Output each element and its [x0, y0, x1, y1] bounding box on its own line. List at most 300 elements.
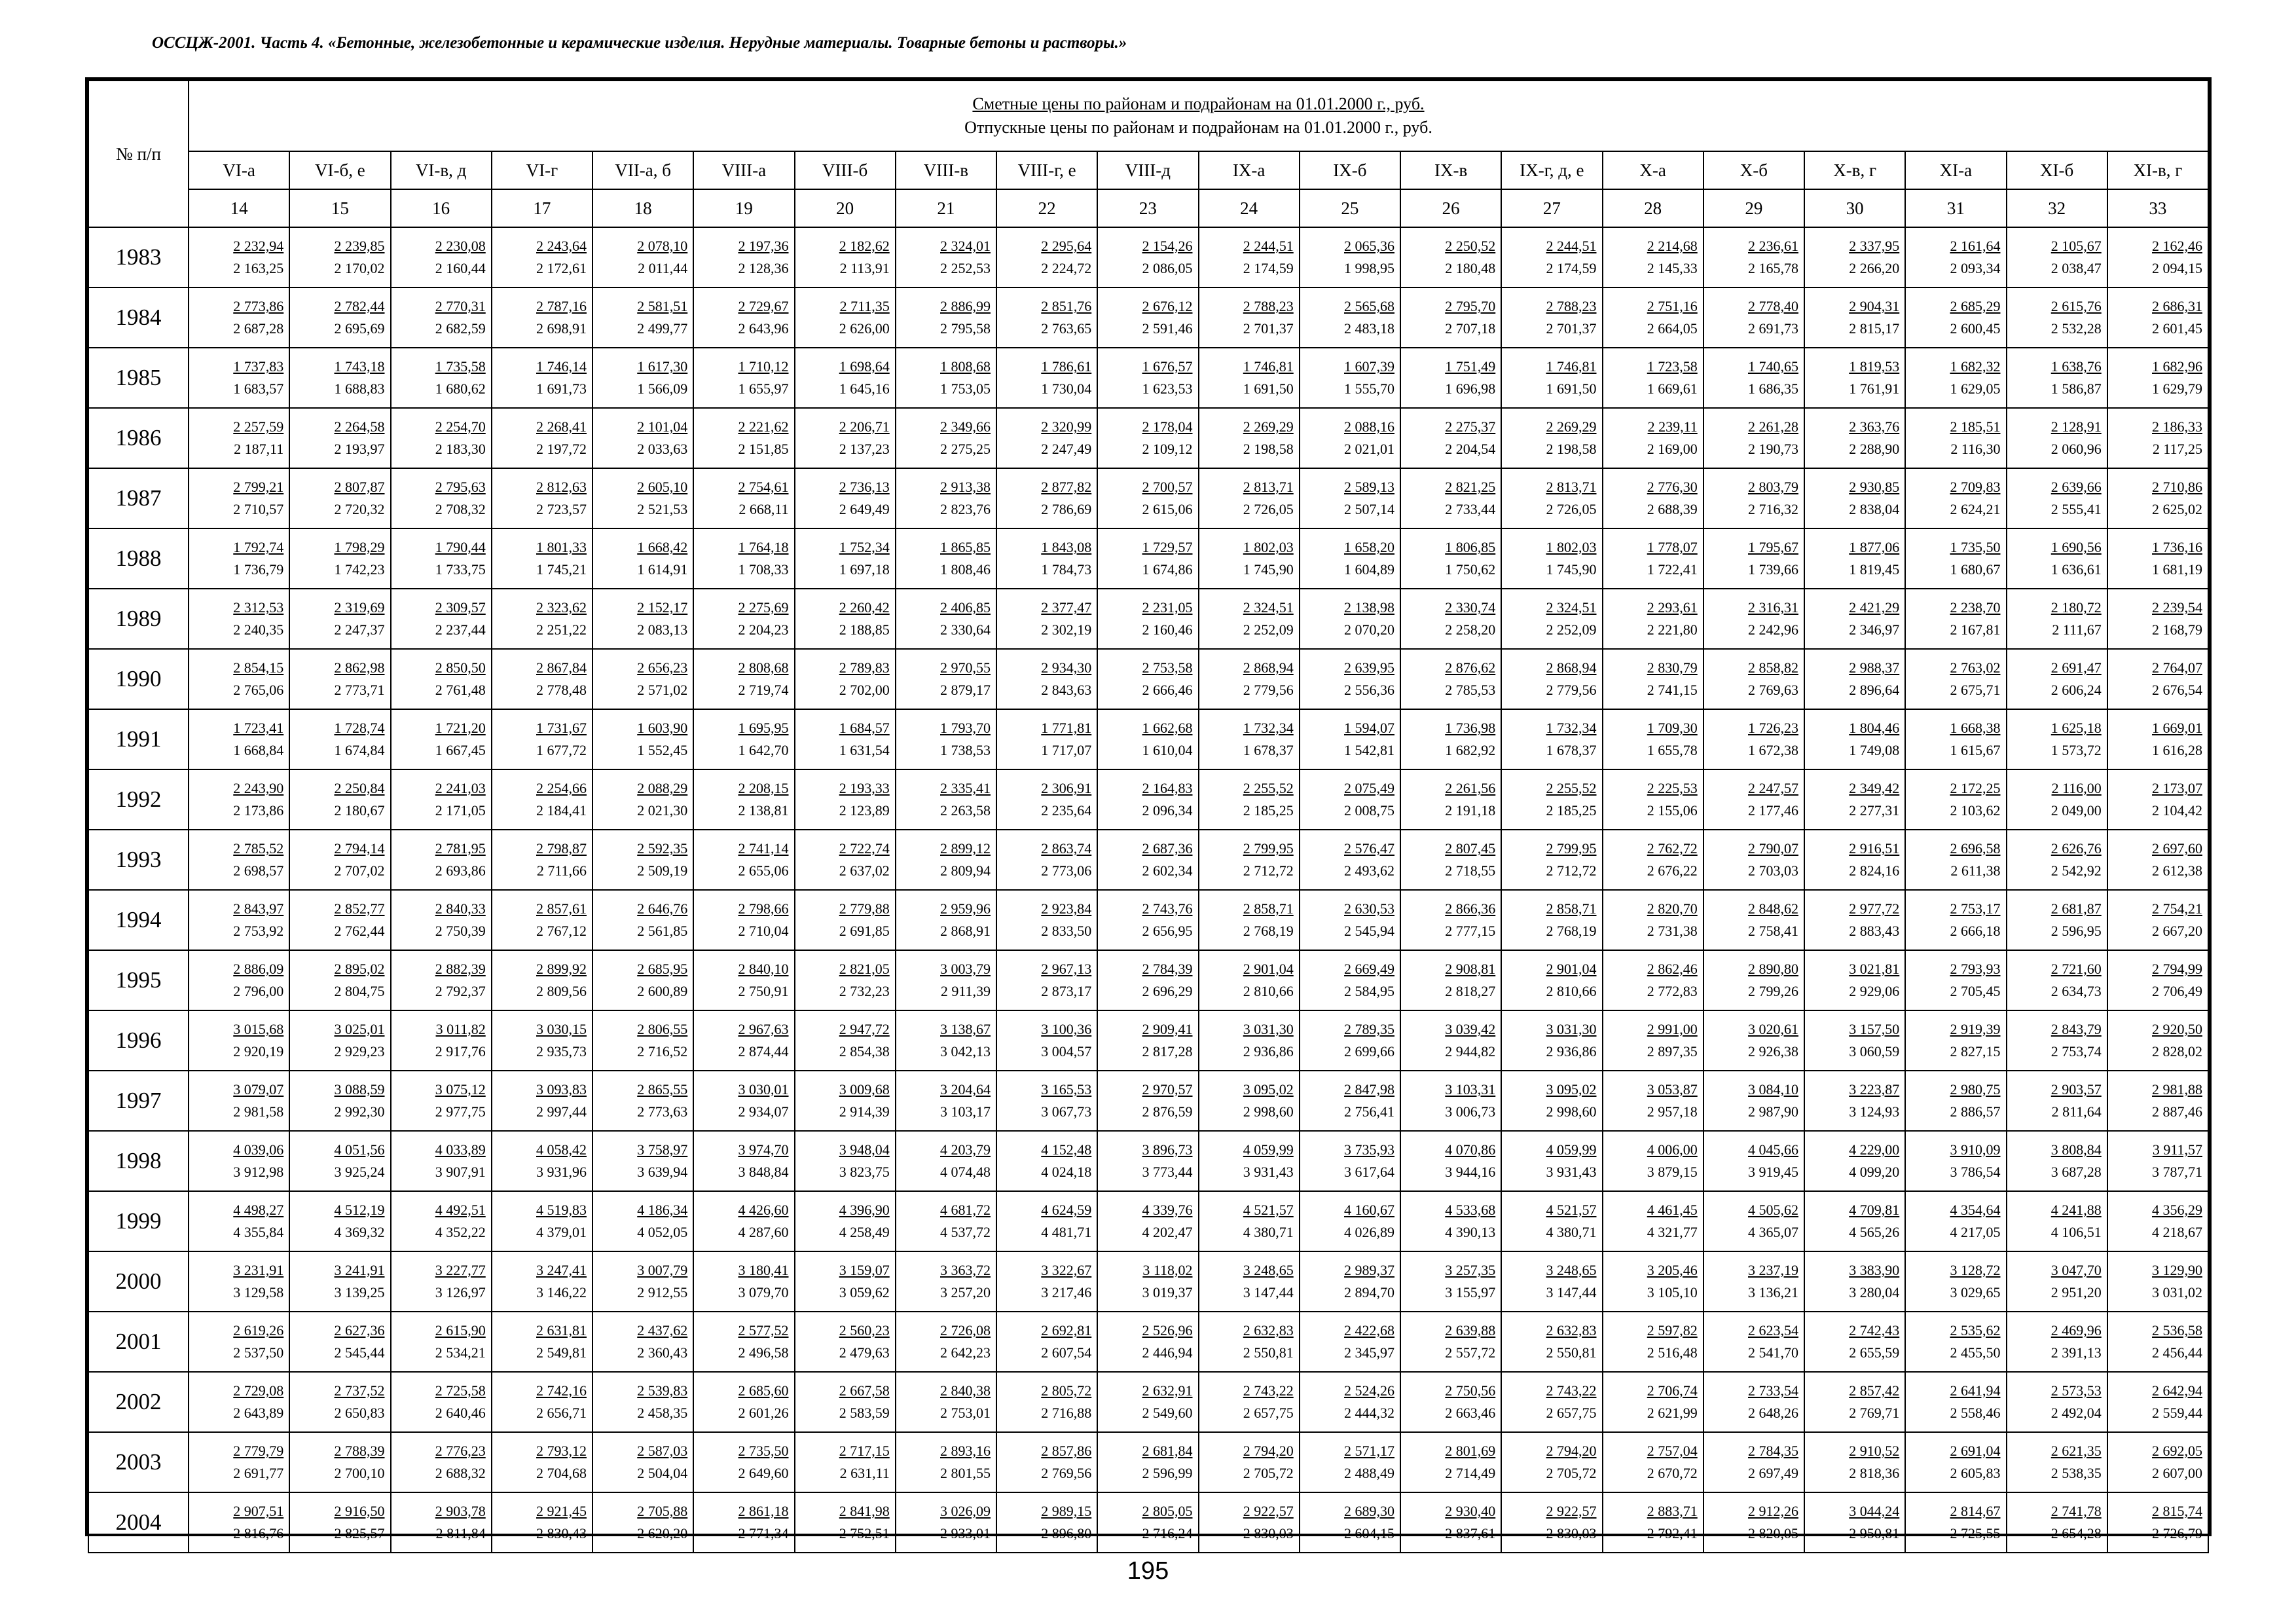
price-cell — [896, 589, 996, 649]
price-cell — [693, 468, 794, 528]
price-cell — [896, 830, 996, 890]
release-price: 1 573,72 — [2050, 742, 2102, 758]
estimate-price: 2 247,57 — [1748, 780, 1798, 796]
release-price: 2 542,92 — [2050, 862, 2102, 879]
price-cell — [2007, 1191, 2107, 1251]
price-cell — [189, 528, 289, 589]
estimate-price: 2 592,35 — [637, 840, 688, 857]
release-price: 2 605,83 — [1950, 1465, 2001, 1481]
release-price: 3 907,91 — [435, 1164, 486, 1180]
release-price: 3 931,96 — [536, 1164, 587, 1180]
release-price: 1 674,84 — [334, 742, 385, 758]
release-price: 2 247,37 — [334, 621, 385, 638]
price-cell — [1603, 769, 1704, 830]
estimate-price: 2 239,54 — [2152, 599, 2202, 616]
price-cell — [2007, 1251, 2107, 1312]
estimate-price: 2 807,45 — [1445, 840, 1496, 857]
estimate-price: 2 741,78 — [2050, 1503, 2102, 1519]
price-cell — [1905, 528, 2006, 589]
price-cell — [289, 589, 390, 649]
release-price: 3 931,43 — [1546, 1164, 1597, 1180]
estimate-price: 2 788,23 — [1243, 298, 1294, 314]
price-cell — [1804, 1432, 1905, 1492]
price-cell — [391, 1251, 492, 1312]
estimate-price: 2 798,66 — [738, 900, 789, 917]
estimate-price: 2 743,76 — [1142, 900, 1193, 917]
release-price: 2 838,04 — [1849, 501, 1900, 517]
price-cell — [1905, 468, 2006, 528]
price-cell — [996, 1071, 1097, 1131]
estimate-price: 2 784,35 — [1748, 1443, 1798, 1459]
year-cell: 1990 — [88, 649, 189, 709]
release-price: 2 111,67 — [2052, 621, 2102, 638]
price-cell — [1804, 408, 1905, 468]
release-price: 2 670,72 — [1647, 1465, 1698, 1481]
release-price: 1 678,37 — [1243, 742, 1294, 758]
column-number: 22 — [996, 189, 1097, 227]
release-price: 2 360,43 — [637, 1344, 688, 1361]
price-cell — [1501, 1010, 1602, 1071]
release-price: 1 753,05 — [940, 380, 991, 397]
price-cell — [2007, 1492, 2107, 1553]
year-cell: 2000 — [88, 1251, 189, 1312]
price-cell — [2107, 830, 2208, 890]
column-number-row — [88, 189, 2208, 227]
price-cell — [1501, 1432, 1602, 1492]
estimate-price: 2 138,98 — [1344, 599, 1394, 616]
estimate-price: 2 641,94 — [1950, 1382, 2001, 1399]
release-price: 2 769,56 — [1041, 1465, 1092, 1481]
estimate-price: 3 383,90 — [1849, 1262, 1900, 1278]
release-price: 2 914,39 — [839, 1103, 890, 1120]
price-cell — [1905, 1372, 2006, 1432]
release-price: 2 733,44 — [1445, 501, 1496, 517]
release-price: 1 742,23 — [334, 561, 385, 578]
release-price: 2 571,02 — [637, 682, 688, 698]
price-cell — [492, 830, 592, 890]
price-cell — [1199, 1312, 1300, 1372]
release-price: 3 103,17 — [940, 1103, 991, 1120]
release-price: 2 741,15 — [1647, 682, 1698, 698]
price-cell — [1097, 1131, 1198, 1191]
estimate-price: 1 684,57 — [839, 720, 890, 736]
price-cell — [896, 1010, 996, 1071]
year-cell: 1992 — [88, 769, 189, 830]
release-price: 2 758,41 — [1748, 923, 1798, 939]
price-cell — [2107, 1191, 2208, 1251]
release-price: 1 738,53 — [940, 742, 991, 758]
price-cell — [592, 589, 693, 649]
estimate-price: 2 916,50 — [334, 1503, 385, 1519]
price-cell — [896, 348, 996, 408]
release-price: 4 321,77 — [1647, 1224, 1698, 1240]
estimate-price: 2 697,60 — [2152, 840, 2202, 857]
price-cell — [1097, 890, 1198, 950]
release-price: 2 488,49 — [1344, 1465, 1394, 1481]
release-price: 2 767,12 — [536, 923, 587, 939]
estimate-price: 1 806,85 — [1445, 539, 1496, 555]
price-cell — [1300, 1131, 1400, 1191]
price-cell — [1603, 1432, 1704, 1492]
district-header: VII-а, б — [592, 151, 693, 189]
estimate-price: 2 236,61 — [1748, 238, 1798, 254]
price-cell — [289, 1071, 390, 1131]
price-cell — [391, 1312, 492, 1372]
price-cell — [1501, 1492, 1602, 1553]
estimate-price: 2 882,39 — [435, 961, 486, 977]
price-cell — [1199, 890, 1300, 950]
price-cell — [289, 1312, 390, 1372]
price-cell — [1400, 709, 1501, 769]
estimate-price: 2 967,13 — [1041, 961, 1092, 977]
year-cell: 1987 — [88, 468, 189, 528]
release-price: 2 559,44 — [2152, 1405, 2202, 1421]
price-cell — [189, 1131, 289, 1191]
release-price: 2 920,19 — [233, 1043, 284, 1060]
release-price: 1 750,62 — [1445, 561, 1496, 578]
column-number: 30 — [1804, 189, 1905, 227]
price-cell — [1704, 408, 1804, 468]
price-cell — [2007, 1131, 2107, 1191]
district-header: VIII-а — [693, 151, 794, 189]
release-price: 2 933,01 — [940, 1525, 991, 1541]
price-cell — [996, 1131, 1097, 1191]
price-cell — [1400, 1492, 1501, 1553]
estimate-price: 2 877,82 — [1041, 479, 1092, 495]
release-price: 2 240,35 — [233, 621, 284, 638]
estimate-price: 4 160,67 — [1344, 1202, 1394, 1218]
district-header: IX-б — [1300, 151, 1400, 189]
price-cell — [1501, 950, 1602, 1010]
estimate-price: 2 908,81 — [1445, 961, 1496, 977]
estimate-price: 2 890,80 — [1748, 961, 1798, 977]
estimate-price: 2 989,15 — [1041, 1503, 1092, 1519]
price-cell — [1501, 649, 1602, 709]
estimate-price: 2 858,71 — [1546, 900, 1597, 917]
estimate-price: 2 930,40 — [1445, 1503, 1496, 1519]
estimate-price: 2 295,64 — [1041, 238, 1092, 254]
release-price: 2 700,10 — [334, 1465, 385, 1481]
price-cell — [795, 1010, 896, 1071]
price-cell — [1300, 1492, 1400, 1553]
release-price: 2 642,23 — [940, 1344, 991, 1361]
estimate-price: 4 709,81 — [1849, 1202, 1900, 1218]
release-price: 2 252,53 — [940, 260, 991, 276]
price-cell — [795, 589, 896, 649]
estimate-price: 2 705,88 — [637, 1503, 688, 1519]
price-cell — [896, 1432, 996, 1492]
release-price: 2 496,58 — [738, 1344, 789, 1361]
release-price: 1 629,05 — [1950, 380, 2001, 397]
estimate-price: 4 033,89 — [435, 1141, 486, 1158]
estimate-price: 2 977,72 — [1849, 900, 1900, 917]
price-cell — [1905, 1312, 2006, 1372]
estimate-price: 1 743,18 — [334, 358, 385, 375]
column-number: 29 — [1704, 189, 1804, 227]
estimate-price: 4 339,76 — [1142, 1202, 1193, 1218]
estimate-price: 1 771,81 — [1041, 720, 1092, 736]
estimate-price: 2 681,84 — [1142, 1443, 1193, 1459]
release-price: 2 171,05 — [435, 802, 486, 819]
price-cell — [1300, 950, 1400, 1010]
estimate-price: 3 039,42 — [1445, 1021, 1496, 1037]
release-price: 2 795,58 — [940, 320, 991, 337]
estimate-price: 4 203,79 — [940, 1141, 991, 1158]
price-cell — [1199, 1191, 1300, 1251]
price-cell — [896, 649, 996, 709]
price-cell — [391, 709, 492, 769]
estimate-price: 1 625,18 — [2050, 720, 2102, 736]
release-price: 2 170,02 — [334, 260, 385, 276]
release-price: 2 804,75 — [334, 983, 385, 999]
estimate-price: 2 268,41 — [536, 418, 587, 435]
price-cell — [592, 1312, 693, 1372]
price-cell — [1704, 709, 1804, 769]
estimate-price: 2 754,61 — [738, 479, 789, 495]
estimate-price: 2 841,98 — [839, 1503, 890, 1519]
price-cell — [1199, 1251, 1300, 1312]
estimate-price: 2 913,38 — [940, 479, 991, 495]
estimate-price: 1 843,08 — [1041, 539, 1092, 555]
price-cell — [795, 1312, 896, 1372]
estimate-price: 3 031,30 — [1243, 1021, 1294, 1037]
release-price: 2 843,63 — [1041, 682, 1092, 698]
estimate-price: 2 743,22 — [1243, 1382, 1294, 1399]
release-price: 2 247,49 — [1041, 441, 1092, 457]
release-price: 2 011,44 — [638, 260, 688, 276]
estimate-price: 2 863,74 — [1041, 840, 1092, 857]
estimate-price: 2 254,70 — [435, 418, 486, 435]
price-cell — [2107, 1492, 2208, 1553]
release-price: 2 049,00 — [2050, 802, 2102, 819]
price-cell — [2107, 287, 2208, 348]
release-price: 2 021,30 — [637, 802, 688, 819]
price-cell — [189, 1010, 289, 1071]
estimate-price: 2 821,25 — [1445, 479, 1496, 495]
release-price: 2 886,57 — [1950, 1103, 2001, 1120]
release-price: 2 708,32 — [435, 501, 486, 517]
estimate-price: 2 324,01 — [940, 238, 991, 254]
estimate-price: 1 798,29 — [334, 539, 385, 555]
release-price: 2 825,57 — [334, 1525, 385, 1541]
estimate-price: 3 180,41 — [738, 1262, 789, 1278]
estimate-price: 3 088,59 — [334, 1081, 385, 1098]
estimate-price: 2 214,68 — [1647, 238, 1698, 254]
price-cell — [693, 830, 794, 890]
price-cell — [1603, 1071, 1704, 1131]
release-price: 1 745,21 — [536, 561, 587, 578]
release-price: 3 155,97 — [1445, 1284, 1496, 1301]
price-cell — [795, 1191, 896, 1251]
estimate-price: 2 101,04 — [637, 418, 688, 435]
release-price: 2 174,59 — [1546, 260, 1597, 276]
estimate-price: 2 909,41 — [1142, 1021, 1193, 1037]
price-cell — [1501, 1372, 1602, 1432]
estimate-price: 3 009,68 — [839, 1081, 890, 1098]
release-price: 1 667,45 — [435, 742, 486, 758]
release-price: 2 128,36 — [738, 260, 789, 276]
estimate-price: 1 746,81 — [1243, 358, 1294, 375]
price-cell — [693, 950, 794, 1010]
column-number: 26 — [1400, 189, 1501, 227]
estimate-price: 1 662,68 — [1142, 720, 1193, 736]
estimate-price: 1 732,34 — [1546, 720, 1597, 736]
estimate-price: 2 729,67 — [738, 298, 789, 314]
release-price: 3 931,43 — [1243, 1164, 1294, 1180]
release-price: 2 391,13 — [2050, 1344, 2102, 1361]
price-cell — [1300, 287, 1400, 348]
price-cell — [1501, 890, 1602, 950]
release-price: 2 676,22 — [1647, 862, 1698, 879]
release-price: 2 655,59 — [1849, 1344, 1900, 1361]
price-cell — [1501, 830, 1602, 890]
price-cell — [1603, 890, 1704, 950]
estimate-price: 4 070,86 — [1445, 1141, 1496, 1158]
estimate-price: 2 820,70 — [1647, 900, 1698, 917]
estimate-price: 3 159,07 — [839, 1262, 890, 1278]
release-price: 2 534,21 — [435, 1344, 486, 1361]
release-price: 2 785,53 — [1445, 682, 1496, 698]
estimate-price: 3 118,02 — [1142, 1262, 1193, 1278]
price-cell — [492, 1010, 592, 1071]
price-cell — [1804, 890, 1905, 950]
price-cell — [1097, 1432, 1198, 1492]
price-cell — [592, 348, 693, 408]
estimate-price: 4 058,42 — [536, 1141, 587, 1158]
release-price: 2 649,49 — [839, 501, 890, 517]
price-cell — [896, 408, 996, 468]
price-cell — [795, 950, 896, 1010]
release-price: 1 696,98 — [1445, 380, 1496, 397]
price-cell — [795, 1251, 896, 1312]
release-price: 2 815,17 — [1849, 320, 1900, 337]
release-price: 4 052,05 — [637, 1224, 688, 1240]
estimate-price: 2 741,14 — [738, 840, 789, 857]
district-header: VIII-в — [896, 151, 996, 189]
estimate-price: 2 692,05 — [2152, 1443, 2202, 1459]
price-cell — [1300, 468, 1400, 528]
price-cell — [1501, 1191, 1602, 1251]
estimate-price: 2 799,21 — [233, 479, 284, 495]
release-price: 2 714,49 — [1445, 1465, 1496, 1481]
price-cell — [1097, 649, 1198, 709]
year-cell: 1983 — [88, 227, 189, 287]
release-price: 2 288,90 — [1849, 441, 1900, 457]
release-price: 2 726,05 — [1243, 501, 1294, 517]
release-price: 2 137,23 — [839, 441, 890, 457]
estimate-price: 2 088,16 — [1344, 418, 1394, 435]
estimate-price: 1 594,07 — [1344, 720, 1394, 736]
estimate-price: 2 560,23 — [839, 1322, 890, 1338]
district-header: IX-г, д, е — [1501, 151, 1602, 189]
estimate-price: 2 781,95 — [435, 840, 486, 857]
release-price: 2 191,18 — [1445, 802, 1496, 819]
estimate-price: 2 861,18 — [738, 1503, 789, 1519]
release-price: 1 808,46 — [940, 561, 991, 578]
release-price: 2 701,37 — [1243, 320, 1294, 337]
release-price: 2 117,25 — [2152, 441, 2202, 457]
price-cell — [2107, 408, 2208, 468]
release-price: 1 733,75 — [435, 561, 486, 578]
release-price: 2 707,02 — [334, 862, 385, 879]
price-cell — [1097, 950, 1198, 1010]
release-price: 2 180,67 — [334, 802, 385, 819]
price-cell — [996, 1251, 1097, 1312]
estimate-price: 2 075,49 — [1344, 780, 1394, 796]
price-cell — [996, 348, 1097, 408]
estimate-price: 3 910,09 — [1950, 1141, 2001, 1158]
price-cell — [592, 709, 693, 769]
estimate-price: 2 789,83 — [839, 659, 890, 676]
release-price: 2 173,86 — [233, 802, 284, 819]
price-cell — [1199, 649, 1300, 709]
release-price: 1 998,95 — [1344, 260, 1394, 276]
table-row — [88, 1251, 2208, 1312]
column-number: 24 — [1199, 189, 1300, 227]
estimate-price: 1 802,03 — [1546, 539, 1597, 555]
release-price: 1 542,81 — [1344, 742, 1394, 758]
estimate-price: 2 763,02 — [1950, 659, 2001, 676]
price-cell — [2107, 709, 2208, 769]
estimate-price: 2 903,57 — [2050, 1081, 2102, 1098]
estimate-price: 1 736,16 — [2152, 539, 2202, 555]
price-cell — [1400, 890, 1501, 950]
price-cell — [795, 769, 896, 830]
price-cell — [795, 1432, 896, 1492]
price-cell — [592, 1071, 693, 1131]
estimate-price: 2 309,57 — [435, 599, 486, 616]
estimate-price: 2 764,07 — [2152, 659, 2202, 676]
price-cell — [1501, 348, 1602, 408]
estimate-price: 2 991,00 — [1647, 1021, 1698, 1037]
estimate-price: 2 631,81 — [536, 1322, 587, 1338]
estimate-price: 2 180,72 — [2050, 599, 2102, 616]
price-cell — [1905, 709, 2006, 769]
release-price: 3 639,94 — [637, 1164, 688, 1180]
estimate-price: 2 988,37 — [1849, 659, 1900, 676]
column-number: 14 — [189, 189, 289, 227]
price-cell — [1804, 950, 1905, 1010]
release-price: 2 809,94 — [940, 862, 991, 879]
price-cell — [1400, 348, 1501, 408]
release-price: 3 912,98 — [233, 1164, 284, 1180]
release-price: 1 677,72 — [536, 742, 587, 758]
price-cell — [795, 1492, 896, 1553]
estimate-price: 1 617,30 — [637, 358, 688, 375]
estimate-price: 2 904,31 — [1849, 298, 1900, 314]
price-cell — [896, 528, 996, 589]
estimate-price: 2 801,69 — [1445, 1443, 1496, 1459]
estimate-price: 3 015,68 — [233, 1021, 284, 1037]
price-cell — [189, 769, 289, 830]
table-row — [88, 287, 2208, 348]
estimate-price: 2 795,63 — [435, 479, 486, 495]
price-cell — [1300, 1251, 1400, 1312]
release-price: 2 640,46 — [435, 1405, 486, 1421]
release-price: 2 688,39 — [1647, 501, 1698, 517]
estimate-price: 2 182,62 — [839, 238, 890, 254]
estimate-price: 2 524,26 — [1344, 1382, 1394, 1399]
estimate-price: 2 239,85 — [334, 238, 385, 254]
release-price: 2 615,06 — [1142, 501, 1193, 517]
release-price: 1 761,91 — [1849, 380, 1900, 397]
price-cell — [896, 227, 996, 287]
estimate-price: 1 695,95 — [738, 720, 789, 736]
price-cell — [1804, 468, 1905, 528]
price-cell — [2007, 1010, 2107, 1071]
estimate-price: 2 243,90 — [233, 780, 284, 796]
estimate-price: 2 632,83 — [1546, 1322, 1597, 1338]
